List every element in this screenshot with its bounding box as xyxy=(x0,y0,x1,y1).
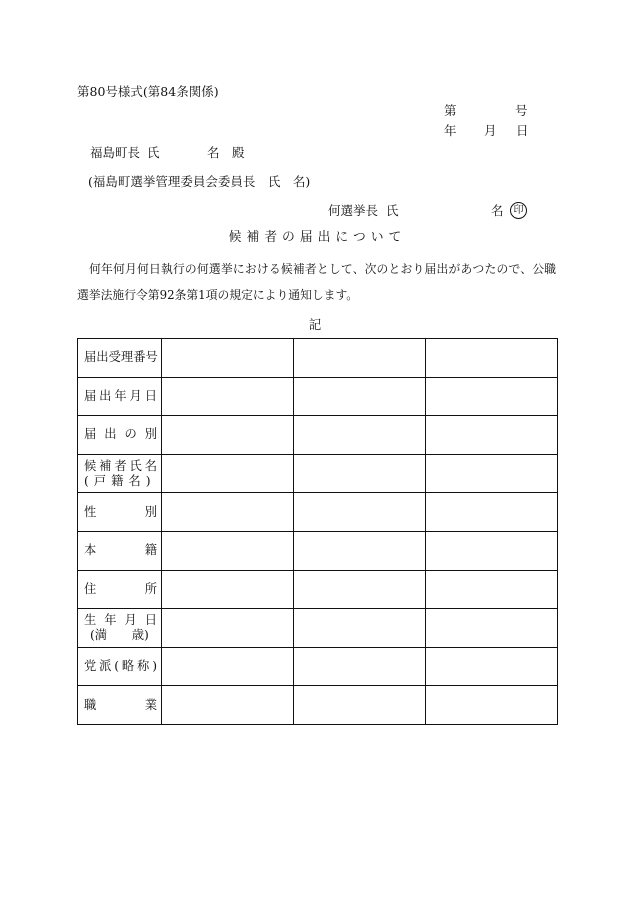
value-cell xyxy=(426,377,558,416)
value-cell xyxy=(162,416,294,455)
sender-mei: 名 xyxy=(491,203,504,218)
value-cell xyxy=(162,609,294,648)
value-cell xyxy=(294,493,426,532)
value-cell xyxy=(426,493,558,532)
value-cell xyxy=(162,377,294,416)
table-row xyxy=(78,493,558,532)
value-cell xyxy=(162,493,294,532)
row-label-cell xyxy=(78,570,162,609)
row-label-cell xyxy=(78,647,162,686)
row-label: 届出年月日 xyxy=(84,388,157,403)
row-label: 党派(略称) xyxy=(84,659,157,674)
body-text-line-2: 選挙法施行令第92条第1項の規定により通知します。 xyxy=(77,288,359,302)
value-cell xyxy=(294,531,426,570)
row-label-cell xyxy=(78,609,162,648)
row-label: 生年月日 xyxy=(84,612,157,627)
value-cell xyxy=(426,570,558,609)
row-label-cell xyxy=(78,416,162,455)
row-sublabel: (戸籍名) xyxy=(84,473,156,488)
table-row xyxy=(78,570,558,609)
row-label-cell xyxy=(78,339,162,378)
notification-table xyxy=(77,338,558,725)
value-cell xyxy=(162,647,294,686)
addressee-title: 福島町長 xyxy=(90,145,141,160)
table-row xyxy=(78,531,558,570)
table-row xyxy=(78,454,558,493)
value-cell xyxy=(294,647,426,686)
value-cell xyxy=(162,531,294,570)
value-cell xyxy=(294,339,426,378)
value-cell xyxy=(426,416,558,455)
addressee-honorific: 殿 xyxy=(232,145,245,160)
addressee-mei: 名 xyxy=(207,145,220,160)
date-year-label: 年 xyxy=(444,123,457,138)
document-number-prefix: 第 xyxy=(444,103,457,118)
table-row xyxy=(78,686,558,725)
value-cell xyxy=(294,570,426,609)
ki-heading: 記 xyxy=(308,317,322,332)
value-cell xyxy=(294,377,426,416)
value-cell xyxy=(162,686,294,725)
table-row xyxy=(78,647,558,686)
row-label: 職業 xyxy=(84,697,157,712)
addressee-shi: 氏 xyxy=(147,145,160,160)
value-cell xyxy=(294,609,426,648)
value-cell xyxy=(162,339,294,378)
seal-mark: 印 xyxy=(510,202,527,219)
value-cell xyxy=(426,686,558,725)
row-label-cell xyxy=(78,493,162,532)
value-cell xyxy=(426,647,558,686)
table-row xyxy=(78,609,558,648)
value-cell xyxy=(426,454,558,493)
sender-title: 何選挙長 xyxy=(328,203,379,218)
row-label: 性別 xyxy=(84,504,157,519)
document-number-suffix: 号 xyxy=(515,103,528,118)
date-month-label: 月 xyxy=(484,123,497,138)
table-row xyxy=(78,416,558,455)
value-cell xyxy=(426,609,558,648)
row-label: 候補者氏名 xyxy=(84,458,157,473)
value-cell xyxy=(294,686,426,725)
table-row xyxy=(78,339,558,378)
value-cell xyxy=(426,531,558,570)
row-label: 本籍 xyxy=(84,543,157,558)
row-label: 届出受理番号 xyxy=(84,350,158,365)
row-label-cell xyxy=(78,531,162,570)
value-cell xyxy=(294,416,426,455)
sender-shi: 氏 xyxy=(386,203,399,218)
value-cell xyxy=(426,339,558,378)
row-sublabel: (満 歳) xyxy=(90,627,149,642)
value-cell xyxy=(294,454,426,493)
form-number: 第80号様式(第84条関係) xyxy=(77,84,219,99)
alternate-addressee: (福島町選挙管理委員会委員長 氏 名) xyxy=(88,174,311,189)
row-label-cell xyxy=(78,454,162,493)
value-cell xyxy=(162,454,294,493)
value-cell xyxy=(162,570,294,609)
row-label: 住所 xyxy=(84,581,157,596)
row-label: 届出の別 xyxy=(84,427,157,442)
document-title: 候補者の届出について xyxy=(228,230,407,245)
table-row xyxy=(78,377,558,416)
row-label-cell xyxy=(78,377,162,416)
body-text-line-1: 何年何月何日執行の何選挙における候補者として、次のとおり届出があつたので、公職 xyxy=(89,262,556,276)
date-day-label: 日 xyxy=(516,123,529,138)
row-label-cell xyxy=(78,686,162,725)
